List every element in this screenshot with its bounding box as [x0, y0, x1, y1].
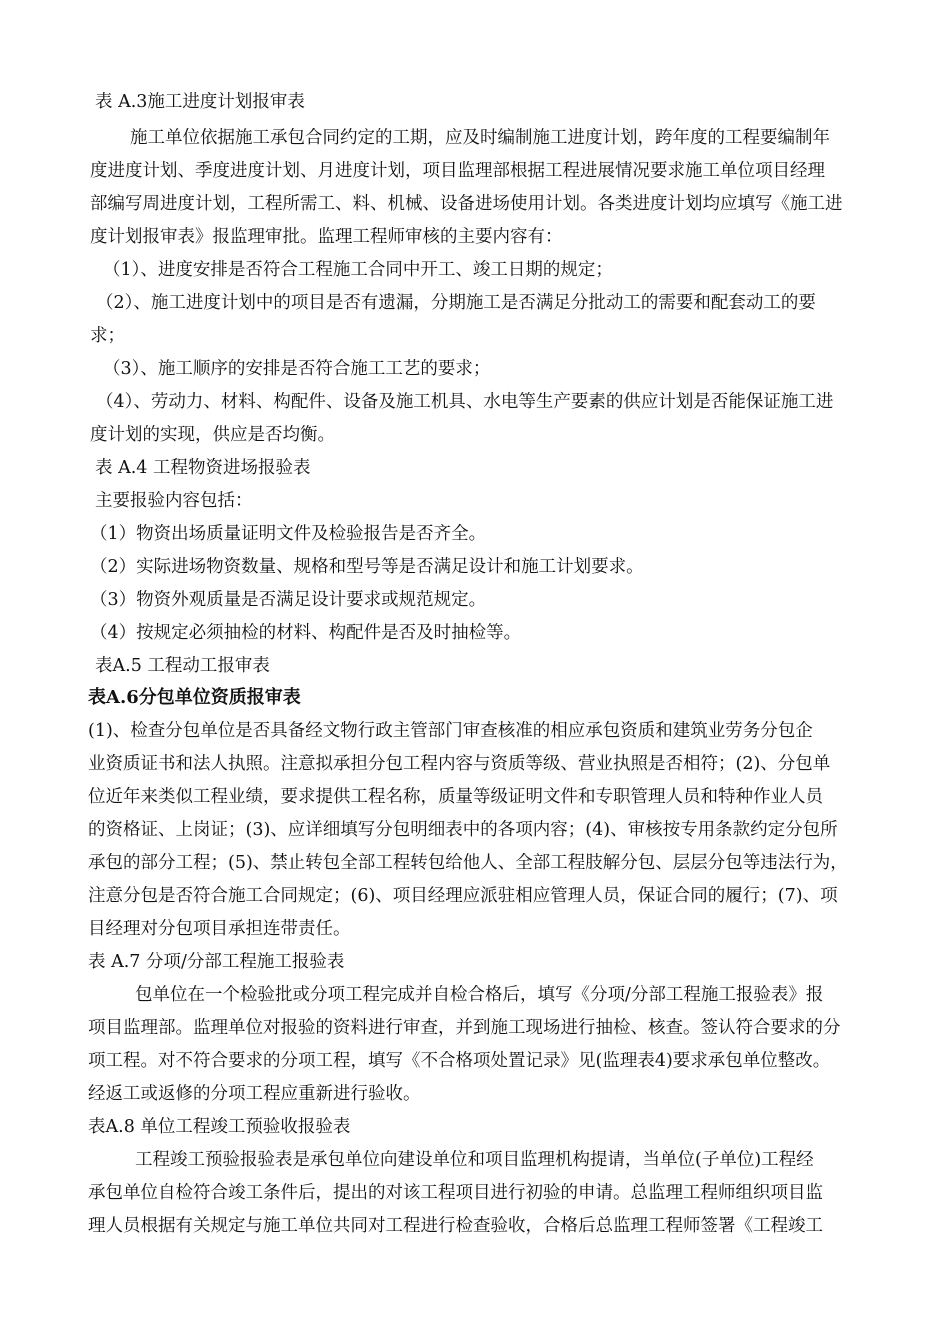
paragraph-line: 施工单位依据施工承包合同约定的工期，应及时编制施工进度计划，跨年度的工程要编制年 — [130, 128, 830, 148]
list-item: （1）、进度安排是否符合工程施工合同中开工、竣工日期的规定； — [103, 260, 613, 280]
paragraph-line: 目经理对分包项目承担连带责任。 — [88, 919, 351, 939]
list-item: （3）物资外观质量是否满足设计要求或规范规定。 — [90, 590, 487, 610]
section-a3-heading: 表 A.3施工进度计划报审表 — [95, 92, 305, 112]
paragraph-line: 项目监理部。监理单位对报验的资料进行审查，并到施工现场进行抽检、核查。签认符合要求的分 — [88, 1018, 841, 1038]
section-a7-heading: 表 A.7 分项/分部工程施工报验表 — [88, 952, 345, 972]
paragraph-line: 承包的部分工程；(5)、禁止转包全部工程转包给他人、全部工程肢解分包、层层分包等违法行为， — [88, 853, 848, 873]
paragraph-line: 注意分包是否符合施工合同规定；(6)、项目经理应派驻相应管理人员，保证合同的履行；(7)、项 — [88, 886, 838, 906]
paragraph-line: 位近年来类似工程业绩，要求提供工程名称，质量等级证明文件和专职管理人员和特种作业人员 — [88, 787, 823, 807]
paragraph-line: 工程竣工预验报验表是承包单位向建设单位和项目监理机构提请，当单位(子单位)工程经 — [135, 1150, 814, 1170]
section-a6-heading: 表A.6分包单位资质报审表 — [88, 687, 301, 708]
list-item: （4）、劳动力、材料、构配件、设备及施工机具、水电等生产要素的供应计划是否能保证施工进 — [96, 392, 834, 412]
paragraph-line: (1)、检查分包单位是否具备经文物行政主管部门审查核准的相应承包资质和建筑业劳务分包企 — [88, 721, 813, 741]
paragraph-line: 经返工或返修的分项工程应重新进行验收。 — [88, 1084, 421, 1104]
paragraph-line: 的资格证、上岗证；(3)、应详细填写分包明细表中的各项内容；(4)、审核按专用条款约定分包所 — [88, 820, 838, 840]
list-item: 求； — [90, 326, 125, 346]
paragraph-line: 度进度计划、季度进度计划、月进度计划，项目监理部根据工程进展情况要求施工单位项目经理 — [90, 161, 825, 181]
list-item: （4）按规定必须抽检的材料、构配件是否及时抽检等。 — [90, 623, 522, 643]
section-a4-heading: 表 A.4 工程物资进场报验表 — [95, 458, 311, 478]
paragraph-line: 主要报验内容包括： — [95, 491, 253, 511]
list-item: （1）物资出场质量证明文件及检验报告是否齐全。 — [90, 524, 487, 544]
section-a8-heading: 表A.8 单位工程竣工预验收报验表 — [88, 1117, 351, 1137]
paragraph-line: 承包单位自检符合竣工条件后，提出的对该工程项目进行初验的申请。总监理工程师组织项目监 — [88, 1183, 823, 1203]
list-item: （3）、施工顺序的安排是否符合施工工艺的要求； — [103, 359, 491, 379]
paragraph-line: 包单位在一个检验批或分项工程完成并自检合格后，填写《分项/分部工程施工报验表》报 — [135, 985, 824, 1005]
paragraph-line: 部编写周进度计划，工程所需工、料、机械、设备进场使用计划。各类进度计划均应填写《施工进 — [90, 194, 843, 214]
paragraph-line: 理人员根据有关规定与施工单位共同对工程进行检查验收，合格后总监理工程师签署《工程竣工 — [88, 1216, 823, 1236]
list-item: 度计划的实现，供应是否均衡。 — [90, 425, 335, 445]
section-a5-heading: 表A.5 工程动工报审表 — [95, 656, 270, 676]
paragraph-line: 项工程。对不符合要求的分项工程，填写《不合格项处置记录》见(监理表4)要求承包单位整改。 — [88, 1051, 831, 1071]
list-item: （2）实际进场物资数量、规格和型号等是否满足设计和施工计划要求。 — [90, 557, 644, 577]
list-item: （2）、施工进度计划中的项目是否有遗漏，分期施工是否满足分批动工的需要和配套动工的要 — [96, 293, 816, 313]
paragraph-line: 业资质证书和法人执照。注意拟承担分包工程内容与资质等级、营业执照是否相符；(2)、分包单 — [88, 754, 831, 774]
paragraph-line: 度计划报审表》报监理审批。监理工程师审核的主要内容有： — [90, 227, 563, 247]
